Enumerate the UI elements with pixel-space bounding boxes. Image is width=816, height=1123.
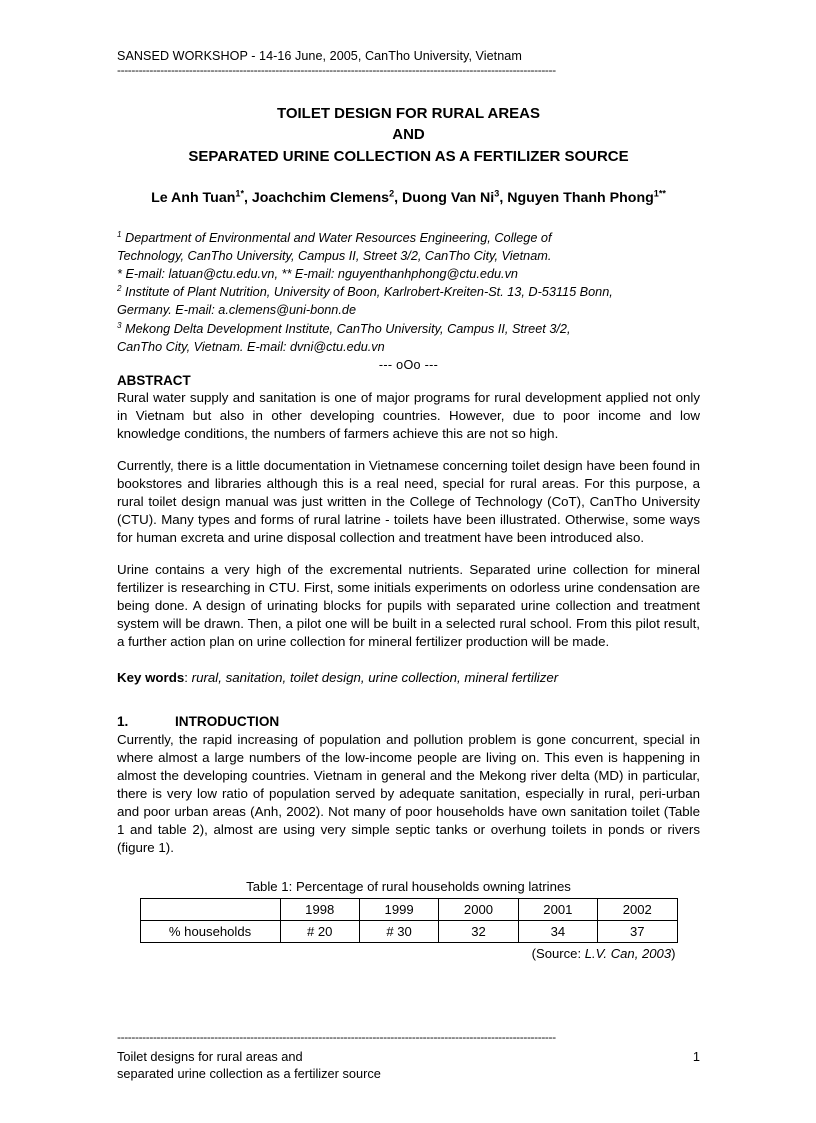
footer-divider-rule: -------------------------------------------------------------------------------------------------------------------------- bbox=[117, 1032, 556, 1042]
affiliation-marker-1: 1 bbox=[117, 230, 122, 240]
page-footer bbox=[117, 1032, 700, 1083]
header-divider-rule: -------------------------------------------------------------------------------------------------------------------------- bbox=[117, 65, 556, 75]
title-line-2: AND bbox=[392, 126, 425, 144]
author-sup-1: 1* bbox=[235, 188, 244, 199]
page-number: 1 bbox=[692, 1049, 700, 1064]
table-cell-1998: # 20 bbox=[280, 920, 359, 942]
page-title bbox=[117, 103, 700, 167]
table-header-2002: 2002 bbox=[598, 898, 677, 920]
introduction-heading-text: INTRODUCTION bbox=[175, 714, 280, 730]
table-header-1998: 1998 bbox=[280, 898, 359, 920]
affiliation-3-line-2: CanTho City, Vietnam. E-mail: dvni@ctu.edu.vn bbox=[117, 339, 385, 354]
table-header-1999: 1999 bbox=[359, 898, 438, 920]
author-separator-3: , bbox=[499, 189, 508, 206]
affiliation-2-line-1 bbox=[117, 283, 700, 301]
source-separator: : bbox=[577, 945, 585, 961]
table-1-source bbox=[140, 946, 678, 961]
footer-line-1: Toilet designs for rural areas and bbox=[117, 1049, 303, 1064]
affiliation-marker-3: 3 bbox=[117, 320, 122, 330]
table-cell-2002: 37 bbox=[598, 920, 677, 942]
keywords-label: Key words bbox=[117, 670, 185, 686]
table-cell-2000: 32 bbox=[439, 920, 518, 942]
author-list bbox=[117, 189, 700, 207]
source-citation: L.V. Can, 2003 bbox=[584, 945, 672, 961]
author-sup-3: 3 bbox=[494, 188, 500, 199]
author-name-3: Duong Van Ni bbox=[402, 189, 495, 206]
footer-line-2: separated urine collection as a fertilizer source bbox=[117, 1066, 381, 1082]
footer-row bbox=[117, 1048, 700, 1083]
running-head: SANSED WORKSHOP - 14-16 June, 2005, CanTho University, Vietnam bbox=[117, 49, 522, 63]
author-separator-1: , bbox=[243, 189, 252, 206]
page-content bbox=[117, 48, 700, 961]
table-row bbox=[140, 898, 677, 920]
abstract-paragraph-1: Rural water supply and sanitation is one of major programs for rural development applied not only in Vietnam but also in other developing countries. However, due to poor income and low knowledge conditions, the numbers of farmers achieve this are not so high. bbox=[117, 389, 700, 442]
introduction-paragraph-1: Currently, the rapid increasing of population and pollution problem is gone concurrent, special in where almost a large numbers of the low-income people are living on. This even is happening in almost the developing countries. Vietnam in general and the Mekong river delta (MD) in particular, there is very low ratio of population served by adequate sanitation, especially in rural, peri-urban and poor urban areas (Anh, 2002). Not many of poor households have own sanitation toilet (Table 1 and table 2), almost are using very simple septic tanks or overhung toilets in ponds or rivers (figure 1). bbox=[117, 731, 700, 855]
affiliation-marker-2: 2 bbox=[117, 284, 122, 294]
table-header-2000: 2000 bbox=[439, 898, 518, 920]
affiliation-3-text-a: Mekong Delta Development Institute, CanTho University, Campus II, Street 3/2, bbox=[121, 321, 571, 336]
title-line-3: SEPARATED URINE COLLECTION AS A FERTILIZER SOURCE bbox=[188, 147, 629, 165]
table-corner-cell bbox=[140, 898, 280, 920]
source-suffix: ) bbox=[671, 945, 676, 961]
author-sup-4: 1** bbox=[653, 188, 666, 199]
title-line-1: TOILET DESIGN FOR RURAL AREAS bbox=[276, 105, 541, 122]
affiliation-1-line-1 bbox=[117, 229, 700, 247]
affiliation-2-text-a: Institute of Plant Nutrition, University of Boon, Karlrobert-Kreiten-St. 13, D-53115 Bonn, bbox=[121, 285, 613, 300]
introduction-section bbox=[117, 713, 700, 857]
affiliation-3-line-1 bbox=[117, 320, 700, 338]
affiliation-1-text-a: Department of Environmental and Water Resources Engineering, College of bbox=[121, 231, 552, 246]
author-sup-2: 2 bbox=[389, 188, 395, 199]
table-cell-2001: 34 bbox=[518, 920, 597, 942]
author-name-1: Le Anh Tuan bbox=[151, 189, 236, 206]
table-1 bbox=[140, 898, 678, 943]
affiliations-block bbox=[117, 229, 700, 355]
introduction-heading bbox=[117, 713, 700, 731]
keywords-value: rural, sanitation, toilet design, urine collection, mineral fertilizer bbox=[191, 670, 559, 686]
table-header-2001: 2001 bbox=[518, 898, 597, 920]
keywords-separator: : bbox=[184, 670, 192, 686]
table-row bbox=[140, 920, 677, 942]
table-cell-1999: # 30 bbox=[359, 920, 438, 942]
abstract-heading: ABSTRACT bbox=[117, 372, 191, 388]
affiliation-1-line-2: Technology, CanTho University, Campus II, Street 3/2, CanTho City, Vietnam. bbox=[117, 249, 552, 264]
abstract-paragraph-3: Urine contains a very high of the excremental nutrients. Separated urine collection for mineral fertilizer is researching in CTU. First, some initials experiments on odorless urine condensation are being done. A design of urinating blocks for pupils with separated urine collection and treatment system will be drawn. Then, a pilot one will be built in a selected rural school. From this pilot result, a further action plan on urine collection for mineral fertilizer production will be made. bbox=[117, 562, 700, 650]
author-separator-2: , bbox=[394, 189, 403, 206]
source-prefix: (Source bbox=[531, 945, 578, 961]
abstract-paragraph-2: Currently, there is a little documentation in Vietnamese concerning toilet design have been found in bookstores and libraries although this is a real need, special for rural areas. For this purpose, a rural toilet design manual was just written in the College of Technology (CoT), CanTho University (CTU). Many types and forms of rural latrine - toilets have been illustrated. Otherwise, some ways for human excreta and urine disposal collection and treatment have been introduced also. bbox=[117, 458, 700, 546]
keywords-line bbox=[117, 669, 700, 687]
affiliation-2-line-2: Germany. E-mail: a.clemens@uni-bonn.de bbox=[117, 303, 357, 318]
ornament-divider: --- oOo --- bbox=[378, 357, 439, 372]
affiliation-1-emails: * E-mail: latuan@ctu.edu.vn, ** E-mail: nguyenthanhphong@ctu.edu.vn bbox=[117, 267, 518, 282]
author-name-2: Joachchim Clemens bbox=[251, 189, 390, 206]
table-1-caption: Table 1: Percentage of rural households owning latrines bbox=[246, 878, 571, 894]
table-row-label: % households bbox=[140, 920, 280, 942]
footer-running-title bbox=[117, 1048, 381, 1083]
author-name-4: Nguyen Thanh Phong bbox=[507, 189, 654, 206]
introduction-number: 1. bbox=[117, 714, 129, 730]
